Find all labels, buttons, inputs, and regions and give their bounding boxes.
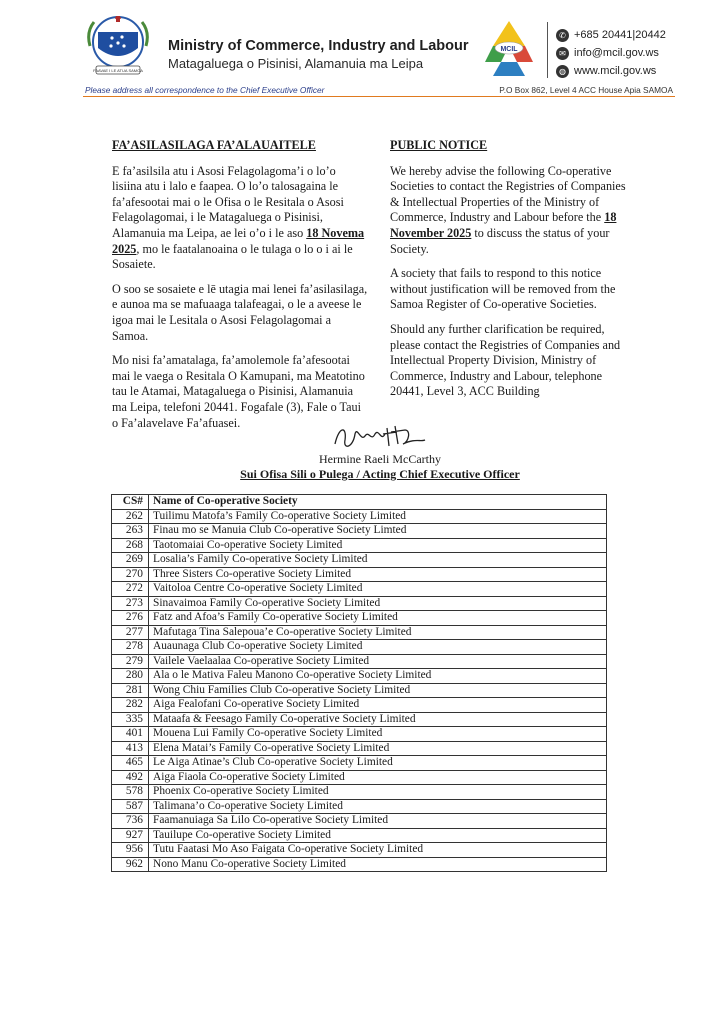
table-row xyxy=(112,843,607,858)
table-row xyxy=(112,611,607,626)
table-row xyxy=(112,524,607,539)
cs-number-cell: 736 xyxy=(112,814,149,829)
table-row xyxy=(112,799,607,814)
samoan-paragraph-3: Mo nisi fa’amatalaga, fa’amolemole fa’afesootai mai le vaega o Resitala O Kamupani, ma Meatotino tau le Atamai, Matagaluega o Pisinisi, Alamanuia ma Leipa, telefoni 20441. Fogafale (3), Fale o Taui o Fa’alavelave Fa’afuasei. xyxy=(112,353,365,430)
english-paragraph-2: A society that fails to respond to this notice without justification will be removed from the Samoa Register of Co-operative Societies. xyxy=(390,266,616,312)
cs-number-cell: 962 xyxy=(112,857,149,872)
cs-number-cell: 492 xyxy=(112,770,149,785)
english-deadline: 18 November 2025 xyxy=(390,210,617,240)
table-row xyxy=(112,785,607,800)
samoan-notice-title: FA’ASILASILAGA FA’ALAUAITELE xyxy=(112,138,316,152)
table-row xyxy=(112,669,607,684)
cs-number-cell: 278 xyxy=(112,640,149,655)
cs-number-cell: 401 xyxy=(112,727,149,742)
contact-list xyxy=(556,26,666,80)
cooperative-societies-table xyxy=(111,494,607,872)
society-name-cell: Elena Matai’s Family Co-operative Society Limited xyxy=(149,741,607,756)
cs-number-cell: 276 xyxy=(112,611,149,626)
society-name-cell: Le Aiga Atinae’s Club Co-operative Society Limited xyxy=(149,756,607,771)
table-row xyxy=(112,538,607,553)
table-row xyxy=(112,596,607,611)
table-row xyxy=(112,654,607,669)
society-name-cell: Auaunaga Club Co-operative Society Limited xyxy=(149,640,607,655)
society-name-cell: Finau mo se Manuia Club Co-operative Society Limted xyxy=(149,524,607,539)
ministry-name-samoan: Matagaluega o Pisinisi, Alamanuia ma Leipa xyxy=(168,56,424,71)
society-name-cell: Mafutaga Tina Salepoua’e Co-operative Society Limited xyxy=(149,625,607,640)
cs-number-cell: 956 xyxy=(112,843,149,858)
society-name-cell: Tauilupe Co-operative Society Limited xyxy=(149,828,607,843)
cs-number-cell: 270 xyxy=(112,567,149,582)
society-name-cell: Three Sisters Co-operative Society Limited xyxy=(149,567,607,582)
society-name-cell: Mataafa & Feesago Family Co-operative Society Limited xyxy=(149,712,607,727)
svg-text:FAAVAE I LE ATUA SAMOA: FAAVAE I LE ATUA SAMOA xyxy=(93,68,143,73)
cs-number-cell: 282 xyxy=(112,698,149,713)
contact-website xyxy=(556,62,666,80)
society-name-cell: Losalia’s Family Co-operative Society Limited xyxy=(149,553,607,568)
table-row xyxy=(112,567,607,582)
header-divider xyxy=(547,22,548,78)
orange-rule xyxy=(83,96,675,98)
table-row xyxy=(112,756,607,771)
cs-number-cell: 927 xyxy=(112,828,149,843)
cs-number-cell: 262 xyxy=(112,509,149,524)
samoan-notice xyxy=(112,138,368,440)
signer-name: Hermine Raeli McCarthy xyxy=(319,452,441,466)
table-row xyxy=(112,509,607,524)
mcil-logo-icon xyxy=(477,18,541,78)
table-row xyxy=(112,727,607,742)
english-paragraph-3: Should any further clarification be required, please contact the Registries of Companies and Intellectual Property Division, Ministry of Commerce, Industry and Labour, telephone 20441, Level 3, ACC Building xyxy=(390,321,621,399)
email-icon: ✉ xyxy=(556,47,569,60)
column-header-cs: CS# xyxy=(112,495,149,510)
contact-email xyxy=(556,44,666,62)
signer-position: Sui Ofisa Sili o Pulega / Acting Chief Executive Officer xyxy=(240,467,520,481)
cs-number-cell: 335 xyxy=(112,712,149,727)
cs-number-cell: 465 xyxy=(112,756,149,771)
society-name-cell: Fatz and Afoa’s Family Co-operative Society Limited xyxy=(149,611,607,626)
cs-number-cell: 272 xyxy=(112,582,149,597)
table-row xyxy=(112,553,607,568)
society-name-cell: Taotomaiai Co-operative Society Limited xyxy=(149,538,607,553)
cs-number-cell: 279 xyxy=(112,654,149,669)
cs-number-cell: 277 xyxy=(112,625,149,640)
society-name-cell: Talimana’o Co-operative Society Limited xyxy=(149,799,607,814)
samoan-paragraph-1: E fa’asilsila atu i Asosi Felagolagoma’i o lo’o lisiina atu i lalo e faapea. O lo’o talosagaina le fa’afesootai mai o le Ofisa o le Resitala o Asosi Felagolagomai, i le Matagaluega o Pisinisi, Alamanuia ma Leipa, ae lei o’o i le aso 18 Novema 2025, mo le faatalanoaina o le tulaga o lo o i ai le Sosaiete. xyxy=(112,163,365,272)
ministry-name-english: Ministry of Commerce, Industry and Labour xyxy=(168,38,469,54)
english-notice xyxy=(390,138,636,409)
ministry-name-block xyxy=(168,38,469,71)
correspondence-strip xyxy=(83,82,675,97)
english-paragraph-1: We hereby advise the following Co-operative Societies to contact the Registries of Companies & Intellectual Properties of the Ministry of Commerce, Industry and Labour before the 18 November 2025 to discuss the status of your Society. xyxy=(390,163,626,256)
cs-number-cell: 273 xyxy=(112,596,149,611)
phone-icon: ✆ xyxy=(556,29,569,42)
society-name-cell: Aiga Fiaola Co-operative Society Limited xyxy=(149,770,607,785)
samoan-deadline: 18 Novema 2025 xyxy=(112,225,365,256)
cs-number-cell: 281 xyxy=(112,683,149,698)
cs-number-cell: 280 xyxy=(112,669,149,684)
society-name-cell: Vaitoloa Centre Co-operative Society Limited xyxy=(149,582,607,597)
cs-number-cell: 268 xyxy=(112,538,149,553)
table-row xyxy=(112,857,607,872)
phone-text: +685 20441|20442 xyxy=(574,29,666,41)
table-row xyxy=(112,770,607,785)
society-name-cell: Wong Chiu Families Club Co-operative Society Limited xyxy=(149,683,607,698)
society-name-cell: Sinavaimoa Family Co-operative Society Limited xyxy=(149,596,607,611)
correspondence-note: Please address all correspondence to the Chief Executive Officer xyxy=(85,85,325,95)
column-header-name: Name of Co-operative Society xyxy=(149,495,607,510)
table-body xyxy=(112,509,607,872)
table-row xyxy=(112,640,607,655)
society-name-cell: Tuilimu Matofa’s Family Co-operative Society Limited xyxy=(149,509,607,524)
cs-number-cell: 413 xyxy=(112,741,149,756)
society-name-cell: Mouena Lui Family Co-operative Society Limited xyxy=(149,727,607,742)
globe-icon: ◍ xyxy=(556,65,569,78)
cs-number-cell: 578 xyxy=(112,785,149,800)
email-text: info@mcil.gov.ws xyxy=(574,47,659,59)
table-row xyxy=(112,741,607,756)
svg-text:MCIL: MCIL xyxy=(500,46,518,53)
table-row xyxy=(112,582,607,597)
letterhead xyxy=(0,0,724,100)
society-name-cell: Ala o le Mativa Faleu Manono Co-operative Society Limited xyxy=(149,669,607,684)
table-header-row xyxy=(112,495,607,510)
website-text: www.mcil.gov.ws xyxy=(574,65,657,77)
cs-number-cell: 587 xyxy=(112,799,149,814)
table-row xyxy=(112,698,607,713)
cs-number-cell: 263 xyxy=(112,524,149,539)
table-row xyxy=(112,625,607,640)
table-row xyxy=(112,712,607,727)
handwritten-signature xyxy=(325,422,435,454)
society-name-cell: Tutu Faatasi Mo Aso Faigata Co-operative Society Limited xyxy=(149,843,607,858)
contact-phone xyxy=(556,26,666,44)
english-notice-title: PUBLIC NOTICE xyxy=(390,138,488,152)
samoan-paragraph-2: O soo se sosaiete e lē utagia mai lenei fa’asilasilaga, e aunoa ma se mafuaaga talafeagai, o le a aveese le igoa mai le Lesitala o Asosi Felagolagomai a Samoa. xyxy=(112,281,368,343)
society-name-cell: Phoenix Co-operative Society Limited xyxy=(149,785,607,800)
cs-number-cell: 269 xyxy=(112,553,149,568)
samoa-coat-of-arms-icon xyxy=(82,12,154,78)
postal-address: P.O Box 862, Level 4 ACC House Apia SAMOA xyxy=(499,85,673,95)
table-row xyxy=(112,683,607,698)
table-row xyxy=(112,814,607,829)
society-name-cell: Aiga Fealofani Co-operative Society Limited xyxy=(149,698,607,713)
society-name-cell: Nono Manu Co-operative Society Limited xyxy=(149,857,607,872)
table-row xyxy=(112,828,607,843)
society-name-cell: Vailele Vaelaalaa Co-operative Society Limited xyxy=(149,654,607,669)
society-name-cell: Faamanuiaga Sa Lilo Co-operative Society Limited xyxy=(149,814,607,829)
